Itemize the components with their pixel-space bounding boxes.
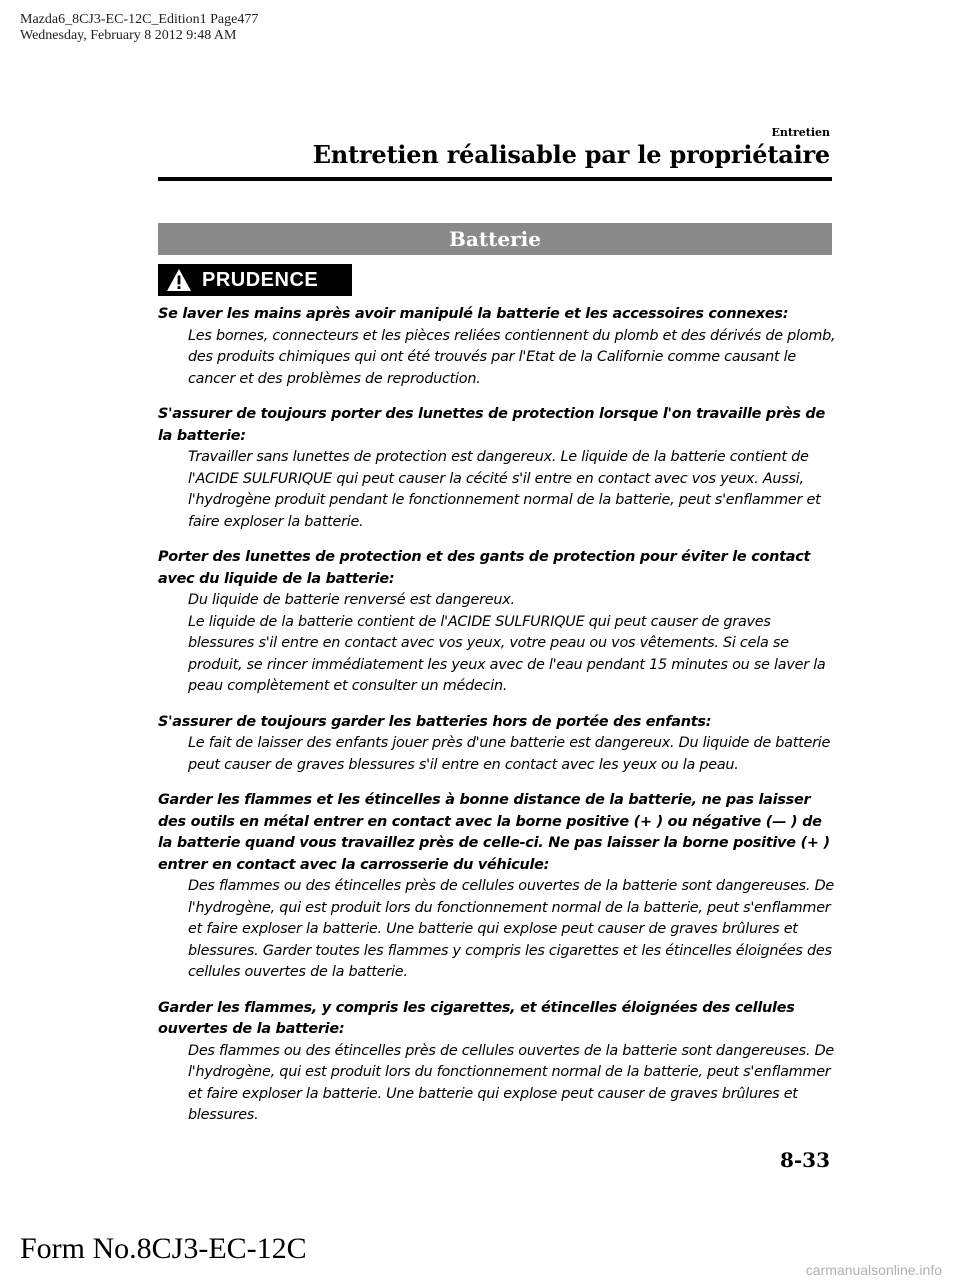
caution-entry (158, 404, 838, 533)
caution-entry-paragraph: Travailler sans lunettes de protection est dangereux. Le liquide de la batterie contient de l'ACIDE SULFURIQUE qui peut causer la cécité s'il entre en contact avec vos yeux. Aussi, l'hydrogène produit pendant le fonctionnement normal de la batterie, peut s'enflammer et faire exploser la batterie. (188, 449, 821, 530)
caution-entry-heading: Porter des lunettes de protection et des gants de protection pour éviter le contact avec du liquide de la batterie: (158, 549, 811, 587)
warning-triangle-icon (166, 268, 192, 292)
caution-entry-paragraph: Le fait de laisser des enfants jouer près d'une batterie est dangereux. Du liquide de batterie peut causer de graves blessures s'il entre en contact avec les yeux ou la peau. (188, 735, 831, 773)
page-number: 8-33 (779, 1148, 830, 1172)
caution-entry-paragraph: Le liquide de la batterie contient de l'ACIDE SULFURIQUE qui peut causer de graves blessures s'il entre en contact avec vos yeux, votre peau ou vos vêtements. Si cela se produit, se rincer immédiatement les yeux avec de l'eau pendant 15 minutes ou se laver la peau complètement et consulter un médecin. (188, 613, 826, 694)
chapter-label: Entretien (771, 126, 830, 139)
caution-entry-paragraph: Du liquide de batterie renversé est dangereux. (188, 592, 515, 608)
caution-entry (158, 712, 838, 777)
caution-content (158, 304, 838, 1141)
watermark: carmanualsonline.info (805, 1262, 942, 1278)
caution-entry (158, 304, 838, 390)
caution-entry-heading: S'assurer de toujours porter des lunettes de protection lorsque l'on travaille près de la batterie: (158, 406, 825, 444)
print-stamp-line-2: Wednesday, February 8 2012 9:48 AM (20, 28, 237, 43)
print-stamp-line-1: Mazda6_8CJ3-EC-12C_Edition1 Page477 (20, 12, 259, 27)
caution-entry-body (158, 447, 838, 533)
print-stamp (20, 12, 258, 44)
caution-entry-body (158, 733, 838, 776)
caution-entry (158, 998, 838, 1127)
caution-entry-body (158, 876, 838, 984)
page-title: Entretien réalisable par le propriétaire (312, 140, 830, 169)
caution-badge (158, 264, 352, 296)
form-number: Form No.8CJ3-EC-12C (20, 1232, 307, 1265)
caution-entry-body (158, 1041, 838, 1127)
caution-entry-heading: Se laver les mains après avoir manipulé la batterie et les accessoires connexes: (158, 306, 789, 322)
caution-entry-paragraph: Des flammes ou des étincelles près de cellules ouvertes de la batterie sont dangereuses. De l'hydrogène, qui est produit lors du fonctionnement normal de la batterie, peut s'enflammer et faire exploser la batterie. Une batterie qui explose peut causer de graves brûlures et blessures. Garder toutes les flammes y compris les cigarettes et les étincelles éloignées des cellules ouvertes de la batterie. (188, 878, 834, 980)
caution-entry-heading: Garder les flammes et les étincelles à bonne distance de la batterie, ne pas laisser des outils en métal entrer en contact avec la borne positive (+ ) ou négative (— ) de la batterie quand vous travaillez près de celle-ci. Ne pas laisser la borne positive (+ ) entrer en contact avec la carrosserie du véhicule: (158, 792, 830, 873)
caution-entry (158, 790, 838, 984)
caution-entry-heading: S'assurer de toujours garder les batteries hors de portée des enfants: (158, 713, 712, 730)
caution-entry-heading: Garder les flammes, y compris les cigarettes, et étincelles éloignées des cellules ouvertes de la batterie: (158, 999, 795, 1037)
section-heading (158, 223, 832, 255)
caution-entry-paragraph: Les bornes, connecteurs et les pièces reliées contiennent du plomb et des dérivés de plomb, des produits chimiques qui ont été trouvés par l'Etat de la Californie comme causant le cancer et des problèmes de reproduction. (188, 327, 836, 387)
header-divider (158, 177, 832, 181)
caution-entry (158, 547, 838, 698)
caution-entry-paragraph: Des flammes ou des étincelles près de cellules ouvertes de la batterie sont dangereuses. De l'hydrogène, qui est produit lors du fonctionnement normal de la batterie, peut s'enflammer et faire exploser la batterie. Une batterie qui explose peut causer de graves brûlures et blessures. (188, 1042, 834, 1123)
section-heading-text: Batterie (449, 227, 541, 251)
caution-label: PRUDENCE (202, 268, 319, 291)
caution-entry-body (158, 326, 838, 391)
caution-entry-body (158, 590, 838, 698)
